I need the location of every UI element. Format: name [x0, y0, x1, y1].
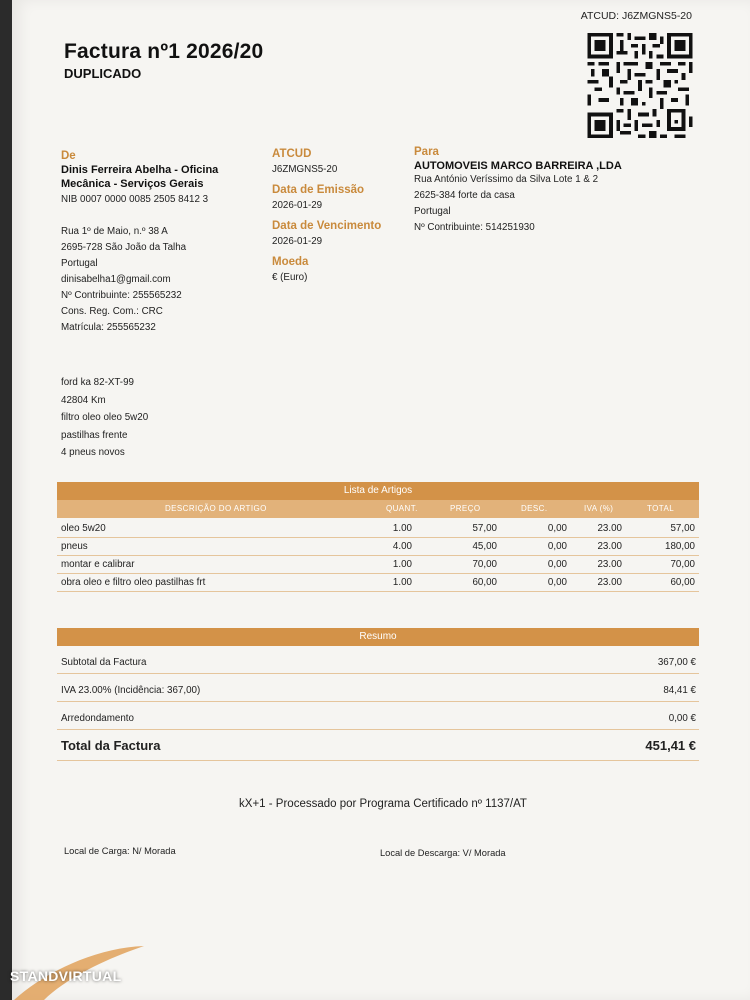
- rounding-label: Arredondamento: [61, 713, 134, 724]
- item-discount: 0,00: [497, 574, 567, 592]
- item-vat: 23.00: [567, 538, 622, 556]
- header-quantity: QUANT.: [386, 504, 418, 513]
- table-row: [57, 520, 699, 538]
- rounding-value: 0,00 €: [668, 713, 696, 724]
- atcud-label: ATCUD: [272, 148, 312, 160]
- item-total: 60,00: [622, 574, 699, 592]
- emission-date-value: 2026-01-29: [272, 200, 323, 211]
- watermark-logo: STANDVIRTUAL: [10, 968, 122, 984]
- items-section-title: Lista de Artigos: [57, 482, 699, 500]
- item-discount: 0,00: [497, 520, 567, 538]
- client-label: Para: [414, 146, 439, 158]
- item-price: 70,00: [412, 556, 497, 574]
- emitter-label: De: [61, 150, 76, 162]
- item-description: pneus: [57, 538, 357, 556]
- item-description: oleo 5w20: [57, 520, 357, 538]
- summary-subtotal-row: [57, 647, 699, 674]
- item-discount: 0,00: [497, 556, 567, 574]
- emitter-name-line1: Dinis Ferreira Abelha - Oficina: [61, 164, 219, 176]
- client-country: Portugal: [414, 206, 451, 217]
- emitter-name-line2: Mecânica - Serviços Gerais: [61, 178, 204, 190]
- summary-vat-row: [57, 674, 699, 702]
- item-vat: 23.00: [567, 574, 622, 592]
- item-quantity: 4.00: [357, 538, 412, 556]
- header-discount: DESC.: [521, 504, 548, 513]
- client-address2: 2625-384 forte da casa: [414, 190, 515, 201]
- note-line: ford ka 82-XT-99: [61, 377, 134, 388]
- vat-label: IVA 23.00% (Incidência: 367,00): [61, 685, 201, 696]
- total-label: Total da Factura: [61, 738, 161, 753]
- emitter-cons: Cons. Reg. Com.: CRC: [61, 306, 163, 317]
- summary-section-title: Resumo: [57, 628, 699, 646]
- items-table-header: [57, 500, 699, 518]
- currency-label: Moeda: [272, 256, 309, 268]
- emitter-nib: NIB 0007 0000 0085 2505 8412 3: [61, 194, 209, 205]
- client-name: AUTOMOVEIS MARCO BARREIRA ,LDA: [414, 160, 622, 172]
- emitter-email: dinisabelha1@gmail.com: [61, 274, 171, 285]
- item-description: montar e calibrar: [57, 556, 357, 574]
- emission-date-label: Data de Emissão: [272, 184, 365, 196]
- items-table: [57, 520, 699, 592]
- item-total: 57,00: [622, 520, 699, 538]
- emitter-address2: 2695-728 São João da Talha: [61, 242, 187, 253]
- note-line: 42804 Km: [61, 394, 106, 406]
- header-vat: IVA (%): [584, 504, 614, 513]
- total-value: 451,41 €: [645, 738, 696, 753]
- item-quantity: 1.00: [357, 556, 412, 574]
- table-row: [57, 574, 699, 592]
- header-description: DESCRIÇÃO DO ARTIGO: [165, 504, 267, 513]
- item-price: 45,00: [412, 538, 497, 556]
- invoice-meta-block: [272, 148, 412, 286]
- atcud-header: ATCUD: J6ZMGNS5-20: [580, 10, 692, 22]
- emitter-block: [61, 150, 261, 336]
- note-line: filtro oleo oleo 5w20: [61, 412, 149, 423]
- loading-place: Local de Carga: N/ Morada: [64, 846, 176, 856]
- emitter-nif: Nº Contribuinte: 255565232: [61, 290, 182, 301]
- item-vat: 23.00: [567, 556, 622, 574]
- atcud-value: J6ZMGNS5-20: [272, 164, 338, 175]
- note-line: 4 pneus novos: [61, 447, 125, 458]
- header-price: PREÇO: [450, 504, 481, 513]
- subtotal-value: 367,00 €: [657, 657, 696, 668]
- subtotal-label: Subtotal da Factura: [61, 657, 147, 668]
- client-block: [414, 146, 674, 236]
- item-quantity: 1.00: [357, 574, 412, 592]
- invoice-subtitle: DUPLICADO: [64, 66, 142, 81]
- vat-value: 84,41 €: [663, 685, 696, 696]
- item-price: 60,00: [412, 574, 497, 592]
- item-quantity: 1.00: [357, 520, 412, 538]
- client-address1: Rua António Veríssimo da Silva Lote 1 & 2: [414, 174, 599, 185]
- emitter-address1: Rua 1º de Maio, n.º 38 A: [61, 226, 168, 237]
- item-vat: 23.00: [567, 520, 622, 538]
- table-row: [57, 538, 699, 556]
- due-date-label: Data de Vencimento: [272, 220, 382, 232]
- certification-text: kX+1 - Processado por Programa Certificado nº 1137/AT: [239, 798, 527, 810]
- qr-code: [585, 33, 695, 138]
- invoice-title: Factura nº1 2026/20: [64, 40, 264, 63]
- currency-value: € (Euro): [272, 272, 308, 283]
- table-row: [57, 556, 699, 574]
- item-total: 180,00: [622, 538, 699, 556]
- item-price: 57,00: [412, 520, 497, 538]
- unloading-place: Local de Descarga: V/ Morada: [380, 848, 506, 858]
- item-discount: 0,00: [497, 538, 567, 556]
- summary-total-row: [57, 730, 699, 761]
- header-total: TOTAL: [647, 504, 675, 513]
- client-nif: Nº Contribuinte: 514251930: [414, 222, 535, 233]
- item-description: obra oleo e filtro oleo pastilhas frt: [57, 574, 357, 592]
- emitter-country: Portugal: [61, 258, 98, 269]
- summary-rounding-row: [57, 702, 699, 730]
- due-date-value: 2026-01-29: [272, 236, 323, 247]
- note-line: pastilhas frente: [61, 429, 128, 441]
- emitter-matricula: Matrícula: 255565232: [61, 322, 156, 333]
- item-total: 70,00: [622, 556, 699, 574]
- notes-block: [61, 374, 148, 462]
